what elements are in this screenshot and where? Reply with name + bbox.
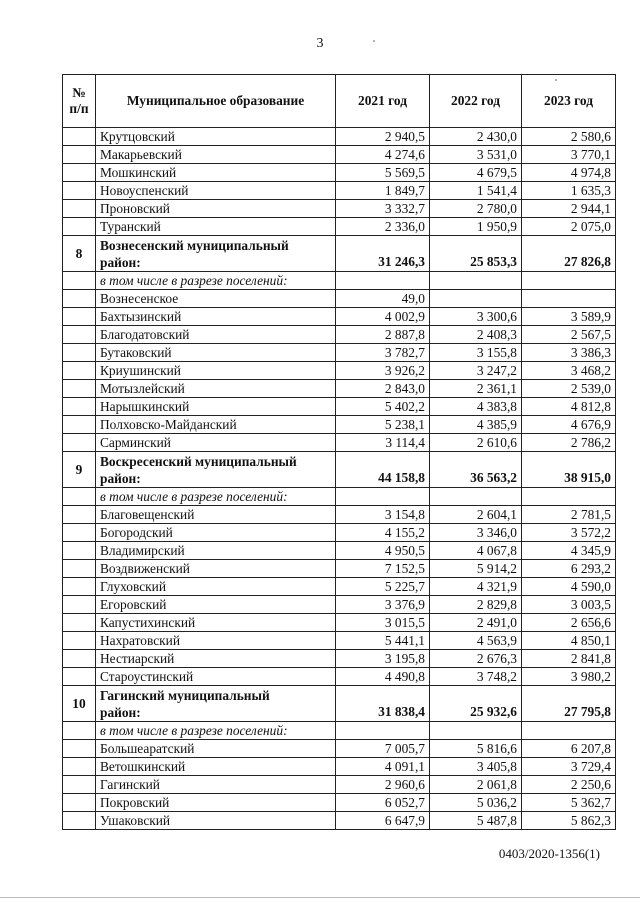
value-2023: 3 980,2 [522, 668, 616, 686]
value-2021: 5 238,1 [336, 416, 430, 434]
table-row [63, 776, 616, 794]
district-total-2023: 27 826,8 [522, 236, 616, 272]
settlement-name: Полховско-Майданский [96, 416, 336, 434]
settlement-name: Мошкинский [96, 164, 336, 182]
value-2022: 3 247,2 [430, 362, 522, 380]
value-2022: 5 914,2 [430, 560, 522, 578]
value-2023: 2 786,2 [522, 434, 616, 452]
value-2023: 2 944,1 [522, 200, 616, 218]
settlements-subheader: в том числе в разрезе поселений: [96, 722, 336, 740]
settlement-name: Сарминский [96, 434, 336, 452]
settlement-name: Проновский [96, 200, 336, 218]
district-name-line2: район: [100, 471, 141, 486]
district-name [96, 452, 336, 488]
settlement-name: Туранский [96, 218, 336, 236]
value-2021: 2 940,5 [336, 128, 430, 146]
district-total-2023: 27 795,8 [522, 686, 616, 722]
district-number: 10 [63, 686, 96, 722]
settlement-name: Староустинский [96, 668, 336, 686]
value-2021: 2 887,8 [336, 326, 430, 344]
table-row [63, 506, 616, 524]
subheader-row [63, 722, 616, 740]
table-row [63, 812, 616, 830]
row-num-cell [63, 380, 96, 398]
value-2021: 5 441,1 [336, 632, 430, 650]
value-2023: 5 362,7 [522, 794, 616, 812]
value-2023: 3 589,9 [522, 308, 616, 326]
district-total-2021: 31 838,4 [336, 686, 430, 722]
district-name-line1: Вознесенский муниципальный [100, 238, 289, 253]
settlement-name: Вознесенское [96, 290, 336, 308]
district-name [96, 236, 336, 272]
value-2021: 7 005,7 [336, 740, 430, 758]
empty-cell [430, 722, 522, 740]
value-2021: 1 849,7 [336, 182, 430, 200]
table-row [63, 146, 616, 164]
settlement-name: Бахтызинский [96, 308, 336, 326]
row-num-cell [63, 272, 96, 290]
value-2022: 2 061,8 [430, 776, 522, 794]
value-2023: 3 386,3 [522, 344, 616, 362]
value-2023: 4 676,9 [522, 416, 616, 434]
value-2023: 3 770,1 [522, 146, 616, 164]
empty-cell [522, 488, 616, 506]
row-num-cell [63, 488, 96, 506]
row-num-cell [63, 362, 96, 380]
value-2023: 3 003,5 [522, 596, 616, 614]
value-2021: 3 015,5 [336, 614, 430, 632]
value-2022: 4 321,9 [430, 578, 522, 596]
value-2022: 4 067,8 [430, 542, 522, 560]
settlement-name: Большеаратский [96, 740, 336, 758]
row-num-cell [63, 434, 96, 452]
table-row [63, 650, 616, 668]
value-2022: 2 610,6 [430, 434, 522, 452]
value-2021: 2 843,0 [336, 380, 430, 398]
table-row [63, 596, 616, 614]
settlement-name: Воздвиженский [96, 560, 336, 578]
district-row [63, 686, 616, 722]
value-2022: 1 541,4 [430, 182, 522, 200]
value-2021: 4 091,1 [336, 758, 430, 776]
empty-cell [522, 722, 616, 740]
row-num-cell [63, 794, 96, 812]
row-num-cell [63, 326, 96, 344]
district-row [63, 452, 616, 488]
settlements-subheader: в том числе в разрезе поселений: [96, 488, 336, 506]
value-2022: 2 491,0 [430, 614, 522, 632]
value-2021: 4 950,5 [336, 542, 430, 560]
district-number: 9 [63, 452, 96, 488]
row-num-cell [63, 308, 96, 326]
header-2022: 2022 год [430, 75, 522, 128]
district-total-2021: 31 246,3 [336, 236, 430, 272]
value-2022: 3 531,0 [430, 146, 522, 164]
value-2023: 4 974,8 [522, 164, 616, 182]
value-2021: 2 336,0 [336, 218, 430, 236]
table-row [63, 290, 616, 308]
value-2022: 2 604,1 [430, 506, 522, 524]
value-2021: 4 002,9 [336, 308, 430, 326]
row-num-cell [63, 128, 96, 146]
row-num-cell [63, 776, 96, 794]
value-2021: 2 960,6 [336, 776, 430, 794]
row-num-cell [63, 146, 96, 164]
value-2023: 2 781,5 [522, 506, 616, 524]
table-header-row [63, 75, 616, 128]
row-num-cell [63, 740, 96, 758]
table-row [63, 326, 616, 344]
value-2023: 3 468,2 [522, 362, 616, 380]
row-num-cell [63, 812, 96, 830]
value-2021: 3 114,4 [336, 434, 430, 452]
district-name-line2: район: [100, 705, 141, 720]
value-2022: 1 950,9 [430, 218, 522, 236]
settlement-name: Криушинский [96, 362, 336, 380]
table-row [63, 380, 616, 398]
value-2023: 3 729,4 [522, 758, 616, 776]
table-row [63, 578, 616, 596]
value-2022: 3 748,2 [430, 668, 522, 686]
table-body [63, 128, 616, 830]
table-row [63, 524, 616, 542]
value-2022: 3 346,0 [430, 524, 522, 542]
district-row [63, 236, 616, 272]
row-num-cell [63, 560, 96, 578]
value-2022: 2 361,1 [430, 380, 522, 398]
value-2021: 5 569,5 [336, 164, 430, 182]
header-2021: 2021 год [336, 75, 430, 128]
district-number: 8 [63, 236, 96, 272]
table-row [63, 434, 616, 452]
row-num-cell [63, 344, 96, 362]
value-2023: 3 572,2 [522, 524, 616, 542]
value-2022: 2 408,3 [430, 326, 522, 344]
value-2022: 5 816,6 [430, 740, 522, 758]
value-2023: 2 250,6 [522, 776, 616, 794]
settlement-name: Благовещенский [96, 506, 336, 524]
table-row [63, 398, 616, 416]
table-row [63, 164, 616, 182]
settlement-name: Крутцовский [96, 128, 336, 146]
header-num: № п/п [63, 75, 96, 128]
table-row [63, 200, 616, 218]
settlement-name: Ветошкинский [96, 758, 336, 776]
row-num-cell [63, 290, 96, 308]
table-row [63, 344, 616, 362]
table-row [63, 560, 616, 578]
table-row [63, 308, 616, 326]
value-2022 [430, 290, 522, 308]
value-2023: 4 850,1 [522, 632, 616, 650]
settlement-name: Гагинский [96, 776, 336, 794]
value-2021: 6 052,7 [336, 794, 430, 812]
subheader-row [63, 488, 616, 506]
value-2023: 5 862,3 [522, 812, 616, 830]
page-edge-line [0, 897, 640, 898]
value-2022: 3 405,8 [430, 758, 522, 776]
district-name [96, 686, 336, 722]
value-2023: 1 635,3 [522, 182, 616, 200]
value-2021: 4 274,6 [336, 146, 430, 164]
value-2022: 4 679,5 [430, 164, 522, 182]
empty-cell [430, 272, 522, 290]
row-num-cell [63, 506, 96, 524]
settlement-name: Мотызлейский [96, 380, 336, 398]
value-2023: 4 812,8 [522, 398, 616, 416]
settlement-name: Макарьевский [96, 146, 336, 164]
header-municipality: Муниципальное образование [96, 75, 336, 128]
table-row [63, 758, 616, 776]
settlement-name: Нахратовский [96, 632, 336, 650]
settlement-name: Нестиарский [96, 650, 336, 668]
row-num-cell [63, 182, 96, 200]
value-2023: 6 293,2 [522, 560, 616, 578]
settlement-name: Капустихинский [96, 614, 336, 632]
district-name-line1: Гагинский муниципальный [100, 688, 270, 703]
value-2021: 3 154,8 [336, 506, 430, 524]
value-2021: 3 782,7 [336, 344, 430, 362]
district-total-2021: 44 158,8 [336, 452, 430, 488]
value-2021: 4 155,2 [336, 524, 430, 542]
settlement-name: Бутаковский [96, 344, 336, 362]
document-code: 0403/2020-1356(1) [498, 846, 600, 861]
empty-cell [336, 722, 430, 740]
value-2023: 2 580,6 [522, 128, 616, 146]
district-name-line1: Воскресенский муниципальный [100, 454, 297, 469]
settlement-name: Егоровский [96, 596, 336, 614]
value-2021: 3 195,8 [336, 650, 430, 668]
district-total-2022: 25 932,6 [430, 686, 522, 722]
budget-table [62, 74, 616, 830]
row-num-cell [63, 758, 96, 776]
row-num-cell [63, 398, 96, 416]
subheader-row [63, 272, 616, 290]
row-num-cell [63, 200, 96, 218]
value-2022: 2 676,3 [430, 650, 522, 668]
value-2022: 4 385,9 [430, 416, 522, 434]
value-2021: 5 402,2 [336, 398, 430, 416]
row-num-cell [63, 668, 96, 686]
value-2022: 3 155,8 [430, 344, 522, 362]
row-num-cell [63, 614, 96, 632]
value-2023: 6 207,8 [522, 740, 616, 758]
value-2022: 2 430,0 [430, 128, 522, 146]
row-num-cell [63, 632, 96, 650]
row-num-cell [63, 218, 96, 236]
value-2022: 2 780,0 [430, 200, 522, 218]
value-2023: 4 345,9 [522, 542, 616, 560]
settlement-name: Глуховский [96, 578, 336, 596]
district-total-2023: 38 915,0 [522, 452, 616, 488]
district-total-2022: 36 563,2 [430, 452, 522, 488]
value-2023: 4 590,0 [522, 578, 616, 596]
value-2022: 4 563,9 [430, 632, 522, 650]
settlements-subheader: в том числе в разрезе поселений: [96, 272, 336, 290]
row-num-cell [63, 524, 96, 542]
value-2023: 2 539,0 [522, 380, 616, 398]
district-name-line2: район: [100, 255, 141, 270]
row-num-cell [63, 578, 96, 596]
row-num-cell [63, 722, 96, 740]
value-2021: 3 332,7 [336, 200, 430, 218]
table-row [63, 542, 616, 560]
row-num-cell [63, 596, 96, 614]
empty-cell [430, 488, 522, 506]
empty-cell [522, 272, 616, 290]
scan-speck [373, 40, 375, 42]
table-row [63, 740, 616, 758]
page-number: 3 [316, 36, 324, 51]
table-row [63, 218, 616, 236]
value-2023: 2 841,8 [522, 650, 616, 668]
district-total-2022: 25 853,3 [430, 236, 522, 272]
value-2023: 2 656,6 [522, 614, 616, 632]
value-2021: 3 926,2 [336, 362, 430, 380]
table-row [63, 794, 616, 812]
header-2023: 2023 год [522, 75, 616, 128]
table-row [63, 632, 616, 650]
settlement-name: Новоуспенский [96, 182, 336, 200]
table-row [63, 362, 616, 380]
value-2021: 49,0 [336, 290, 430, 308]
value-2023: 2 567,5 [522, 326, 616, 344]
value-2022: 5 036,2 [430, 794, 522, 812]
table-row [63, 182, 616, 200]
row-num-cell [63, 416, 96, 434]
settlement-name: Покровский [96, 794, 336, 812]
settlement-name: Богородский [96, 524, 336, 542]
row-num-cell [63, 650, 96, 668]
empty-cell [336, 488, 430, 506]
settlement-name: Нарышкинский [96, 398, 336, 416]
table-row [63, 416, 616, 434]
row-num-cell [63, 542, 96, 560]
value-2023 [522, 290, 616, 308]
value-2023: 2 075,0 [522, 218, 616, 236]
value-2021: 3 376,9 [336, 596, 430, 614]
value-2022: 5 487,8 [430, 812, 522, 830]
value-2021: 6 647,9 [336, 812, 430, 830]
value-2022: 4 383,8 [430, 398, 522, 416]
value-2021: 7 152,5 [336, 560, 430, 578]
value-2021: 5 225,7 [336, 578, 430, 596]
value-2021: 4 490,8 [336, 668, 430, 686]
table-row [63, 614, 616, 632]
settlement-name: Ушаковский [96, 812, 336, 830]
empty-cell [336, 272, 430, 290]
table-row [63, 668, 616, 686]
row-num-cell [63, 164, 96, 182]
settlement-name: Владимирский [96, 542, 336, 560]
value-2022: 3 300,6 [430, 308, 522, 326]
value-2022: 2 829,8 [430, 596, 522, 614]
settlement-name: Благодатовский [96, 326, 336, 344]
table-row [63, 128, 616, 146]
